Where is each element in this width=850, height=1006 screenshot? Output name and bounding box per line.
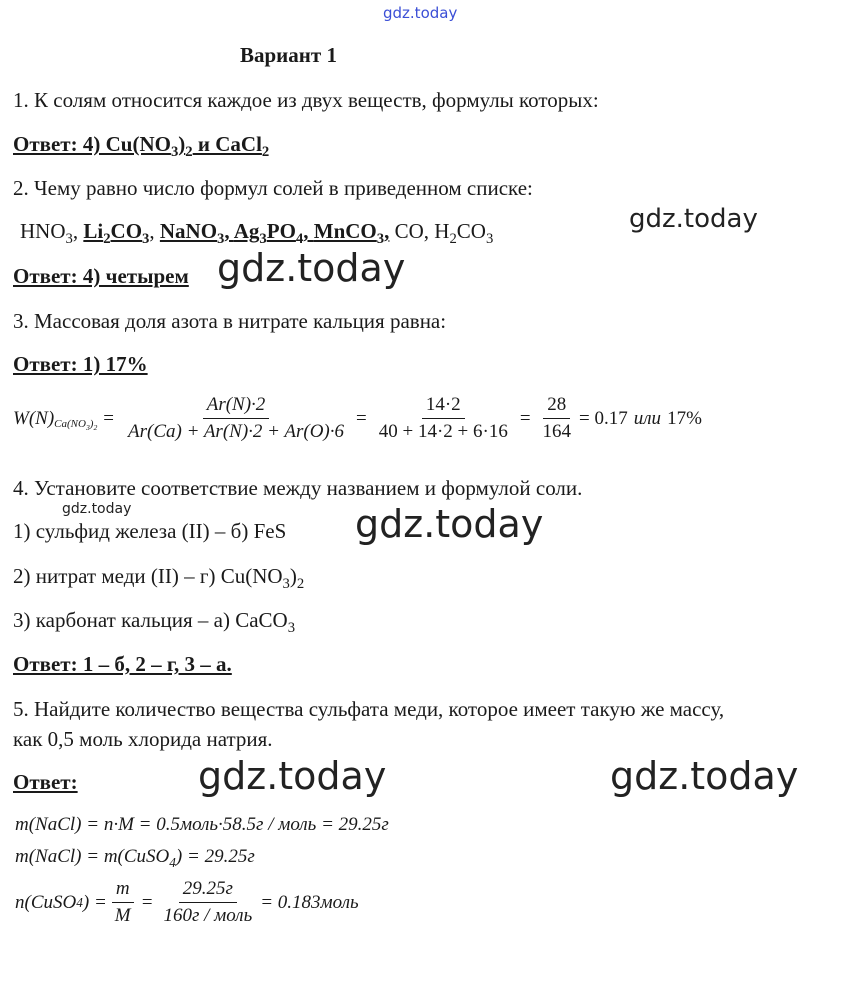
answer-5: Ответ: bbox=[13, 770, 78, 794]
fraction-m-over-M: $\frac{m}{M}$ bbox=[111, 878, 135, 927]
question-5-line-2: как 0,5 моль хлорида натрия. bbox=[13, 727, 273, 751]
answer-4: Ответ: 1 – б, 2 – г, 3 – а. bbox=[13, 652, 232, 676]
question-5-line-1: 5. Найдите количество вещества сульфата меди, которое имеет такую же массу, bbox=[13, 697, 725, 721]
formula-list: $HNO_3$, $Li_2CO_3$, NaNO$_3$, $Ag_3PO_4$, MnCO$_3$, CO, $H_2CO_3$ bbox=[20, 219, 494, 248]
question-4: 4. Установите соответствие между названием и формулой соли. bbox=[13, 476, 583, 500]
watermark-1: gdz.today bbox=[629, 204, 758, 234]
fraction-mass-over-molar: $\frac{29.25г}{\text{160г / моль}}$ bbox=[163, 878, 253, 926]
match-line-1: 1) сульфид железа (II) – б) FeS bbox=[13, 519, 287, 543]
answer-1: Ответ: 4) $Cu(NO_3)_2$ и CaCl$_2$ bbox=[13, 132, 270, 161]
match-line-3: 3) карбонат кальция – а) CaCO$_3$ bbox=[13, 608, 296, 637]
formula-mass-fraction: W(N) $_{Ca(NO_3)_2}$ = $\frac{Ar(N)\cdot 2}{Ar(Ca) + Ar(N)\cdot 2 + Ar(O)\cdot 6}$ = $\frac{14\cdot 2}{40 + 14\cdot 2 + 6\cdot 16}$ = $\frac{28}{164}$ = 0.17 или 17% bbox=[13, 394, 702, 442]
watermark-2: gdz.today bbox=[217, 246, 406, 290]
question-3: 3. Массовая доля азота в нитрате кальция равна: bbox=[13, 309, 447, 333]
equation-2: m(NaCl) = m(CuSO$_4$) = 29.25г bbox=[15, 846, 255, 870]
fraction-2: $\frac{14\cdot 2}{40 + 14\cdot 2 + 6\cdot 16}$ bbox=[378, 394, 508, 442]
answer-2: Ответ: 4) четырем bbox=[13, 264, 189, 288]
watermark-top: gdz.today bbox=[383, 4, 458, 22]
equation-1: m(NaCl) = n·M = 0.5моль·58.5г / моль = 29.25г bbox=[15, 814, 389, 835]
fraction-3: $\frac{28}{164}$ bbox=[542, 394, 572, 442]
equation-3: n(CuSO 4 ) = $\frac{m}{M}$ = $\frac{29.25г}{\text{160г / моль}}$ = 0.183моль bbox=[15, 878, 359, 926]
question-1: 1. К солям относится каждое из двух веществ, формулы которых: bbox=[13, 88, 599, 112]
watermark-small: gdz.today bbox=[62, 501, 132, 517]
fraction-1: $\frac{Ar(N)\cdot 2}{Ar(Ca) + Ar(N)\cdot 2 + Ar(O)\cdot 6}$ bbox=[128, 394, 345, 442]
page-title: Вариант 1 bbox=[240, 43, 337, 67]
watermark-3: gdz.today bbox=[355, 502, 544, 546]
match-line-2: 2) нитрат меди (II) – г) $Cu(NO_3)_2$ bbox=[13, 564, 305, 593]
watermark-4: gdz.today bbox=[198, 754, 387, 798]
answer-3: Ответ: 1) 17% bbox=[13, 352, 148, 376]
watermark-5: gdz.today bbox=[610, 754, 799, 798]
question-2: 2. Чему равно число формул солей в приведенном списке: bbox=[13, 176, 533, 200]
